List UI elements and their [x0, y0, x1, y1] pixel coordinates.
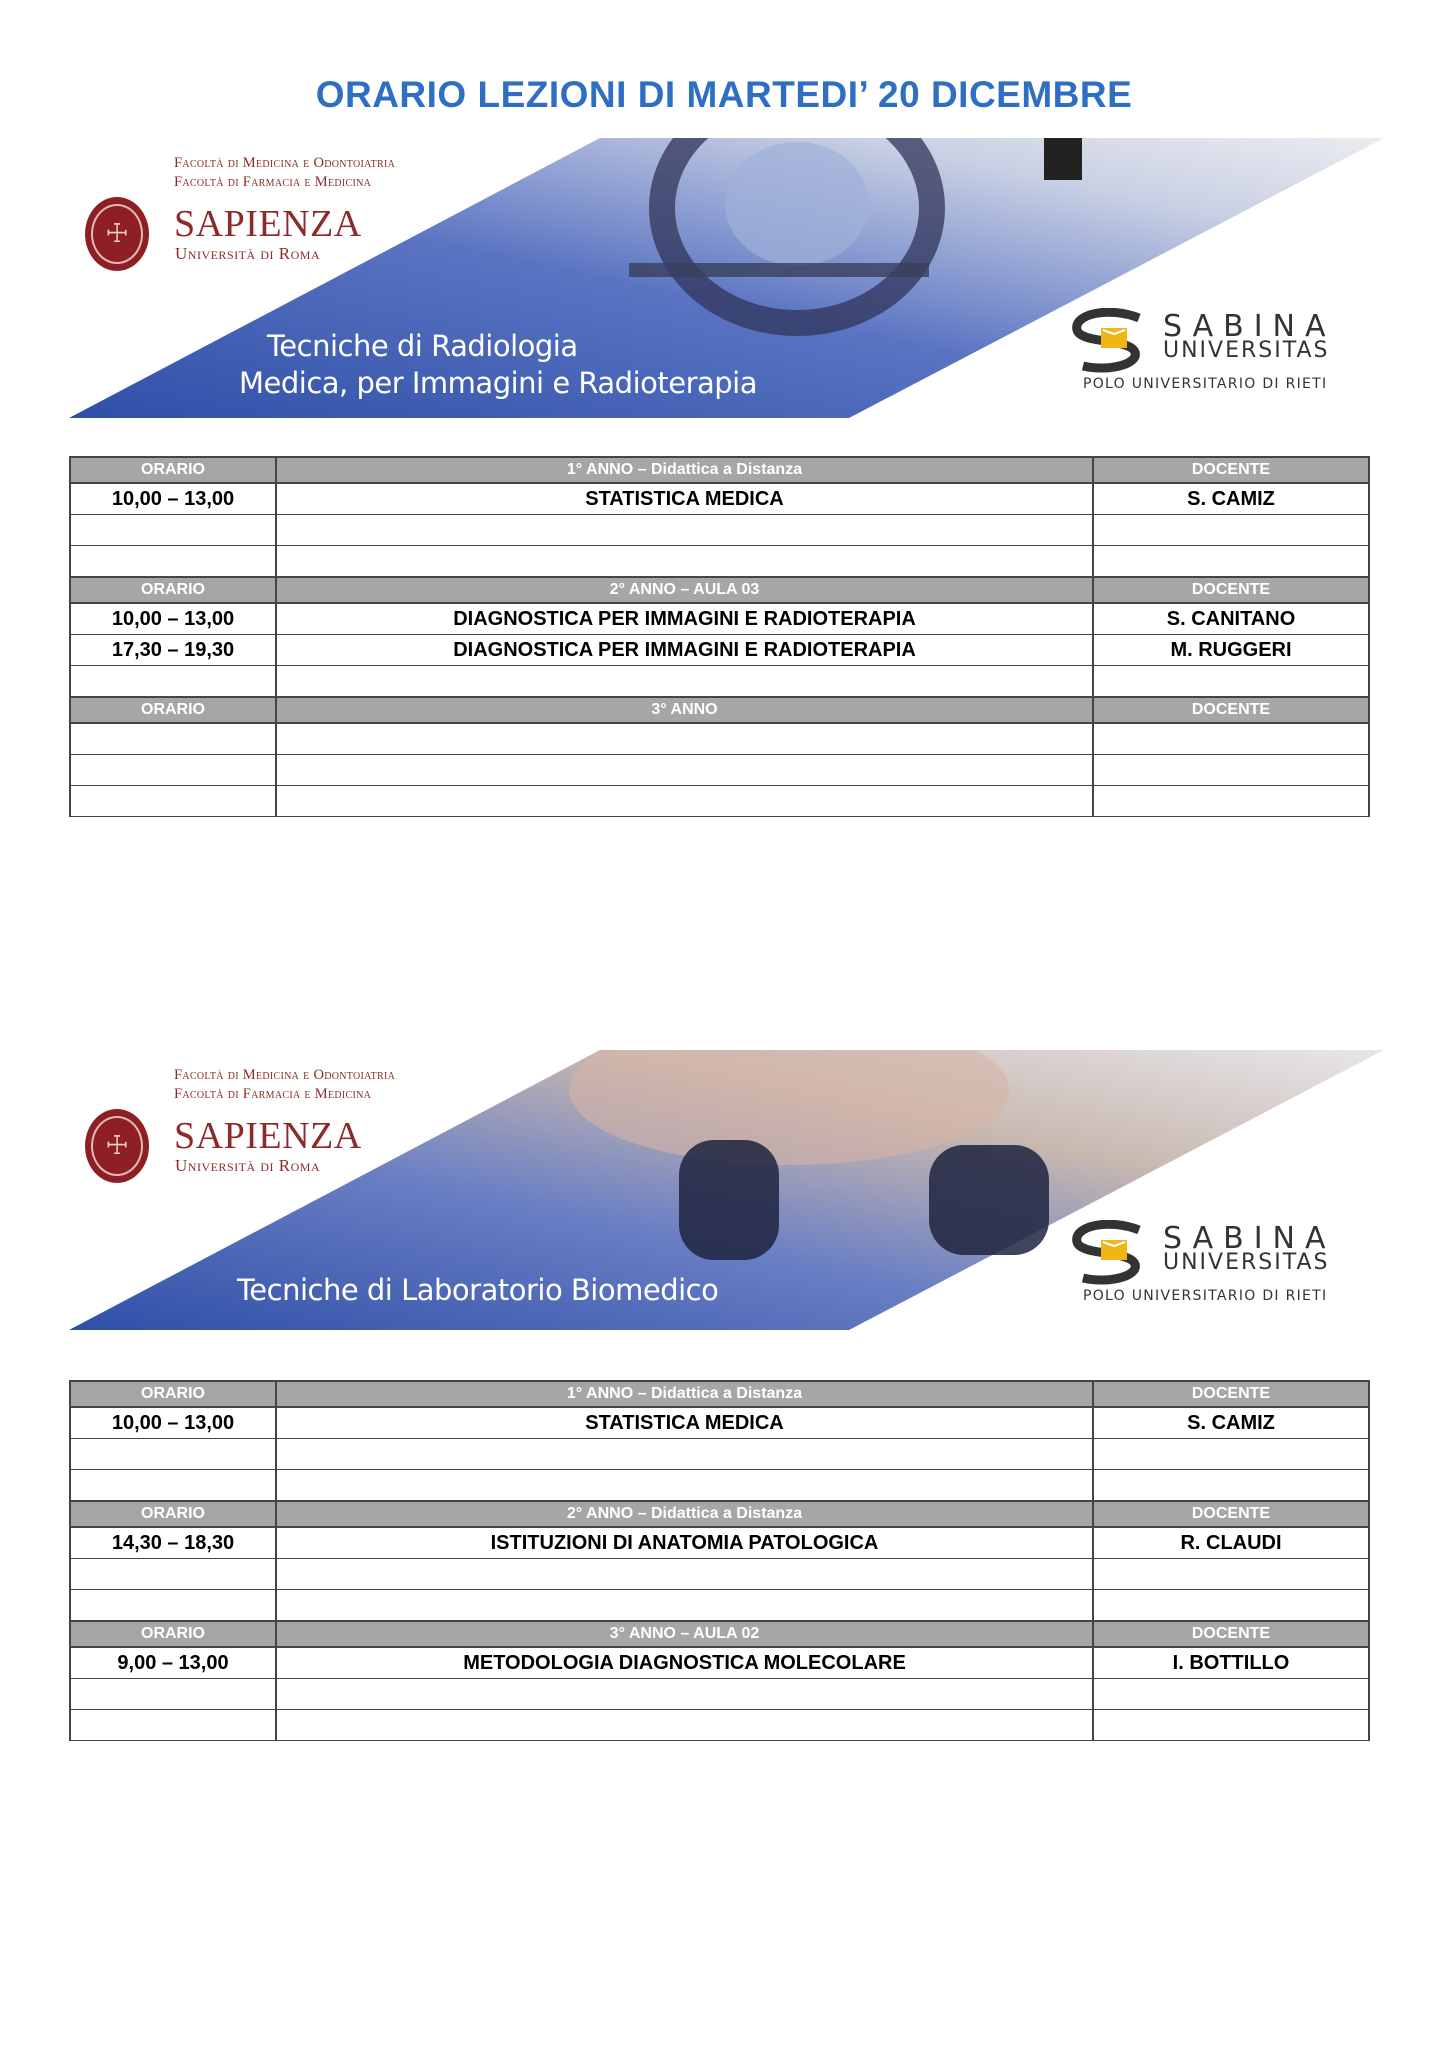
- cell-docente: S. CANITANO: [1093, 603, 1369, 635]
- cell-orario: [70, 1679, 276, 1710]
- university-subtitle: Università di Roma: [175, 244, 321, 263]
- cell-subject: [276, 1710, 1093, 1741]
- cell-docente: [1093, 1439, 1369, 1470]
- cell-subject: [276, 546, 1093, 578]
- sapienza-seal-icon: ☩: [85, 1109, 149, 1183]
- cell-subject: STATISTICA MEDICA: [276, 483, 1093, 515]
- header-docente: DOCENTE: [1093, 577, 1369, 603]
- cell-orario: 17,30 – 19,30: [70, 635, 276, 666]
- cell-docente: [1093, 755, 1369, 786]
- banner-radiologia: [69, 138, 1384, 418]
- cell-docente: [1093, 1679, 1369, 1710]
- table-row: [70, 483, 1369, 515]
- sapienza-seal-icon: ☩: [85, 197, 149, 271]
- cell-subject: [276, 1470, 1093, 1502]
- banner-laboratorio: [69, 1050, 1384, 1330]
- cell-orario: [70, 1710, 276, 1741]
- table-header-row: [70, 1621, 1369, 1647]
- cell-orario: 10,00 – 13,00: [70, 603, 276, 635]
- table-row: [70, 515, 1369, 546]
- header-year: 2° ANNO – AULA 03: [276, 577, 1093, 603]
- header-orario: ORARIO: [70, 1621, 276, 1647]
- cell-orario: [70, 515, 276, 546]
- faculty-names: [174, 154, 395, 192]
- header-year: 1° ANNO – Didattica a Distanza: [276, 457, 1093, 483]
- cell-subject: [276, 666, 1093, 698]
- table-row: [70, 786, 1369, 817]
- header-orario: ORARIO: [70, 457, 276, 483]
- cell-docente: [1093, 1470, 1369, 1502]
- cell-docente: M. RUGGERI: [1093, 635, 1369, 666]
- table-row: [70, 1407, 1369, 1439]
- course-title: [237, 1272, 718, 1309]
- table-row: [70, 1527, 1369, 1559]
- cell-orario: [70, 1559, 276, 1590]
- cell-subject: ISTITUZIONI DI ANATOMIA PATOLOGICA: [276, 1527, 1093, 1559]
- cell-subject: [276, 755, 1093, 786]
- table-row: [70, 666, 1369, 698]
- cell-docente: [1093, 723, 1369, 755]
- cell-orario: [70, 1439, 276, 1470]
- cell-subject: METODOLOGIA DIAGNOSTICA MOLECOLARE: [276, 1647, 1093, 1679]
- cell-orario: 9,00 – 13,00: [70, 1647, 276, 1679]
- header-docente: DOCENTE: [1093, 1621, 1369, 1647]
- table-row: [70, 1559, 1369, 1590]
- table-row: [70, 1590, 1369, 1622]
- cell-docente: [1093, 546, 1369, 578]
- header-orario: ORARIO: [70, 1381, 276, 1407]
- cell-docente: [1093, 1559, 1369, 1590]
- cell-orario: [70, 723, 276, 755]
- cell-orario: 10,00 – 13,00: [70, 1407, 276, 1439]
- course-title: [239, 328, 757, 402]
- table-row: [70, 1439, 1369, 1470]
- cell-orario: [70, 666, 276, 698]
- faculty-names: [174, 1066, 395, 1104]
- cell-orario: [70, 1590, 276, 1622]
- page-title: ORARIO LEZIONI DI MARTEDI’ 20 DICEMBRE: [315, 74, 1133, 115]
- table-row: [70, 1470, 1369, 1502]
- faculty-line-2: Facoltà di Farmacia e Medicina: [174, 174, 372, 190]
- cell-docente: [1093, 786, 1369, 817]
- header-year: 3° ANNO – AULA 02: [276, 1621, 1093, 1647]
- cell-orario: 14,30 – 18,30: [70, 1527, 276, 1559]
- table-header-row: [70, 577, 1369, 603]
- sabina-logo: [1069, 308, 1369, 398]
- sabina-s-icon: [1069, 1220, 1161, 1286]
- header-year: 1° ANNO – Didattica a Distanza: [276, 1381, 1093, 1407]
- table-row: [70, 755, 1369, 786]
- cell-docente: R. CLAUDI: [1093, 1527, 1369, 1559]
- table-row: [70, 723, 1369, 755]
- header-docente: DOCENTE: [1093, 457, 1369, 483]
- partner-subtitle: UNIVERSITAS: [1163, 338, 1330, 363]
- table-header-row: [70, 1381, 1369, 1407]
- table-row: [70, 603, 1369, 635]
- cell-orario: [70, 1470, 276, 1502]
- table-header-row: [70, 457, 1369, 483]
- header-docente: DOCENTE: [1093, 1381, 1369, 1407]
- cell-subject: [276, 1439, 1093, 1470]
- table-row: [70, 1710, 1369, 1741]
- partner-name: SABINA: [1163, 1221, 1336, 1256]
- course-title-line-1: Tecniche di Laboratorio Biomedico: [237, 1273, 719, 1307]
- cell-subject: [276, 1590, 1093, 1622]
- cell-docente: S. CAMIZ: [1093, 1407, 1369, 1439]
- schedule-table-laboratorio: [69, 1380, 1370, 1741]
- cell-docente: I. BOTTILLO: [1093, 1647, 1369, 1679]
- cell-docente: [1093, 515, 1369, 546]
- course-title-line-2: Medica, per Immagini e Radioterapia: [239, 366, 758, 400]
- table-header-row: [70, 697, 1369, 723]
- cell-subject: DIAGNOSTICA PER IMMAGINI E RADIOTERAPIA: [276, 603, 1093, 635]
- table-header-row: [70, 1501, 1369, 1527]
- partner-subtitle: UNIVERSITAS: [1163, 1250, 1330, 1275]
- partner-name: SABINA: [1163, 309, 1336, 344]
- cell-orario: 10,00 – 13,00: [70, 483, 276, 515]
- faculty-line-2: Facoltà di Farmacia e Medicina: [174, 1086, 372, 1102]
- cell-subject: DIAGNOSTICA PER IMMAGINI E RADIOTERAPIA: [276, 635, 1093, 666]
- cell-subject: [276, 1679, 1093, 1710]
- header-orario: ORARIO: [70, 1501, 276, 1527]
- cell-docente: [1093, 666, 1369, 698]
- header-orario: ORARIO: [70, 577, 276, 603]
- schedule-table-radiologia: [69, 456, 1370, 817]
- cell-orario: [70, 786, 276, 817]
- header-year: 3° ANNO: [276, 697, 1093, 723]
- university-name: SAPIENZA: [174, 1115, 362, 1157]
- sabina-logo: [1069, 1220, 1369, 1310]
- faculty-line-1: Facoltà di Medicina e Odontoiatria: [174, 155, 396, 171]
- cell-subject: [276, 515, 1093, 546]
- header-docente: DOCENTE: [1093, 697, 1369, 723]
- sabina-s-icon: [1069, 308, 1161, 374]
- table-row: [70, 546, 1369, 578]
- partner-polo: POLO UNIVERSITARIO DI RIETI: [1083, 1288, 1328, 1304]
- university-subtitle: Università di Roma: [175, 1156, 321, 1175]
- header-year: 2° ANNO – Didattica a Distanza: [276, 1501, 1093, 1527]
- table-row: [70, 635, 1369, 666]
- table-row: [70, 1647, 1369, 1679]
- cell-docente: S. CAMIZ: [1093, 483, 1369, 515]
- cell-docente: [1093, 1590, 1369, 1622]
- cell-subject: STATISTICA MEDICA: [276, 1407, 1093, 1439]
- cell-subject: [276, 723, 1093, 755]
- cell-orario: [70, 546, 276, 578]
- cell-orario: [70, 755, 276, 786]
- header-docente: DOCENTE: [1093, 1501, 1369, 1527]
- cell-docente: [1093, 1710, 1369, 1741]
- header-orario: ORARIO: [70, 697, 276, 723]
- partner-polo: POLO UNIVERSITARIO DI RIETI: [1083, 376, 1328, 392]
- table-row: [70, 1679, 1369, 1710]
- cell-subject: [276, 1559, 1093, 1590]
- course-title-line-1: Tecniche di Radiologia: [267, 329, 578, 363]
- university-name: SAPIENZA: [174, 203, 362, 245]
- faculty-line-1: Facoltà di Medicina e Odontoiatria: [174, 1067, 396, 1083]
- cell-subject: [276, 786, 1093, 817]
